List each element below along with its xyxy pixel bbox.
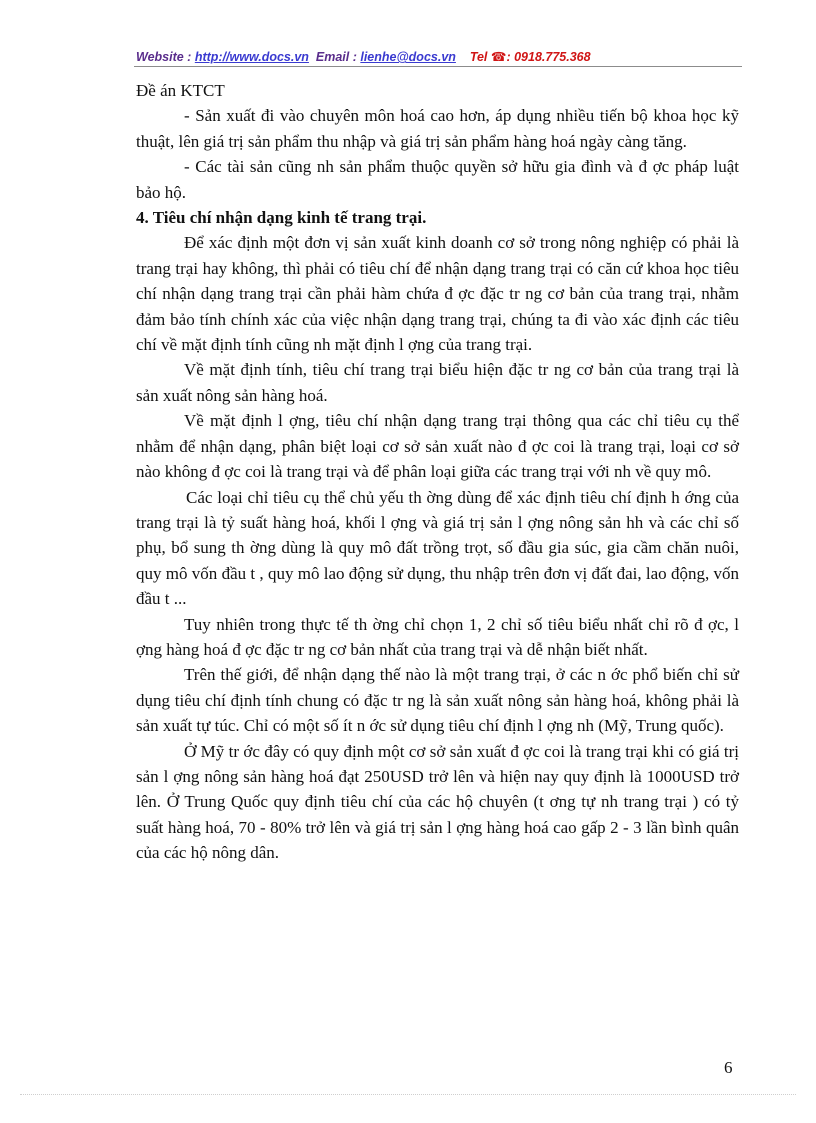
email-label: Email :	[315, 50, 361, 64]
document-body	[136, 78, 739, 866]
header-divider	[134, 66, 742, 67]
paragraph: Tuy nhiên trong thực tế th ờng chỉ chọn 1, 2 chỉ số tiêu biểu nhất chỉ rõ đ ợc, l ợng hàng hoá đ ợc đặc tr ng cơ bản nhất của trang trại và dễ nhận biết nhất.	[136, 614, 739, 659]
paragraph: Ở Mỹ tr ớc đây có quy định một cơ sở sản xuất đ ợc coi là trang trại khi có giá trị sản l ợng nông sản hàng hoá đạt 250USD trở lên và hiện nay quy định là 1000USD trở lên. Ở Trung Quốc quy định tiêu chí của các hộ chuyên (t ơng tự nh trang trại ) có tỷ suất hàng hoá, 70 - 80% trở lên và giá trị sản l ợng hàng hoá cao gấp 2 - 3 lần bình quân của các hộ nông dân.	[136, 741, 739, 863]
phone-icon: ☎	[490, 50, 507, 64]
email-link[interactable]: lienhe@docs.vn	[360, 50, 456, 64]
document-title-line: Đề án KTCT	[136, 81, 225, 100]
paragraph: - Các tài sản cũng nh sản phẩm thuộc quyền sở hữu gia đình và đ ợc pháp luật bảo hộ.	[136, 157, 739, 202]
paragraph: Để xác định một đơn vị sản xuất kinh doanh cơ sở trong nông nghiệp có phải là trang trại hay không, thì phải có tiêu chí để nhận dạng trang trại có căn cứ khoa học tiêu chí nhận dạng trang trại cần phải hàm chứa đ ợc đặc tr ng cơ bản của trang trại, nhằm đảm bảo tính chính xác của việc nhận dạng trang trại, chúng ta đi vào xác định các tiêu chí về mặt định tính cũng nh mặt định l ợng của trang trại.	[136, 233, 739, 355]
paragraph: Trên thế giới, để nhận dạng thế nào là một trang trại, ở các n ớc phổ biến chỉ sử dụng tiêu chí định tính chung có đặc tr ng là sản xuất nông sản hàng hoá, không phải là sản xuất tự túc. Chỉ có một số ít n ớc sử dụng tiêu chí định l ợng nh (Mỹ, Trung quốc).	[136, 665, 739, 736]
paragraph: Về mặt định l ợng, tiêu chí nhận dạng trang trại thông qua các chỉ tiêu cụ thể nhằm để nhận dạng, phân biệt loại cơ sở sản xuất nào đ ợc coi là trang trại, loại cơ sở nào không đ ợc coi là trang trại và để phân loại giữa các trang trại với nh về quy mô.	[136, 411, 739, 482]
website-link[interactable]: http://www.docs.vn	[194, 50, 309, 64]
tel-label: Tel	[469, 50, 491, 64]
page-bottom-border	[20, 1094, 796, 1095]
paragraph: Các loại chỉ tiêu cụ thể chủ yếu th ờng dùng để xác định tiêu chí định h ớng của trang trại là tỷ suất hàng hoá, khối l ợng và giá trị sản l ợng nông sản hh và các chỉ số phụ, bổ sung th ờng dùng là quy mô đất trồng trọt, số đầu gia súc, gia cầm chăn nuôi, quy mô vốn đầu t , quy mô lao động sử dụng, thu nhập trên đơn vị đất đai, lao động, vốn đầu t ...	[136, 487, 739, 609]
section-heading: 4. Tiêu chí nhận dạng kinh tế trang trại.	[136, 208, 427, 228]
paragraph: Về mặt định tính, tiêu chí trang trại biểu hiện đặc tr ng cơ bản của trang trại là sản xuất nông sản hàng hoá.	[136, 360, 739, 405]
paragraph: - Sản xuất đi vào chuyên môn hoá cao hơn, áp dụng nhiều tiến bộ khoa học kỹ thuật, lên giá trị sản phẩm thu nhập và giá trị sản phẩm hàng hoá ngày càng tăng.	[136, 106, 739, 151]
page-number: 6	[724, 1058, 733, 1077]
phone-number: : 0918.775.368	[506, 50, 591, 64]
page-header	[136, 49, 742, 64]
website-label: Website :	[136, 50, 195, 64]
